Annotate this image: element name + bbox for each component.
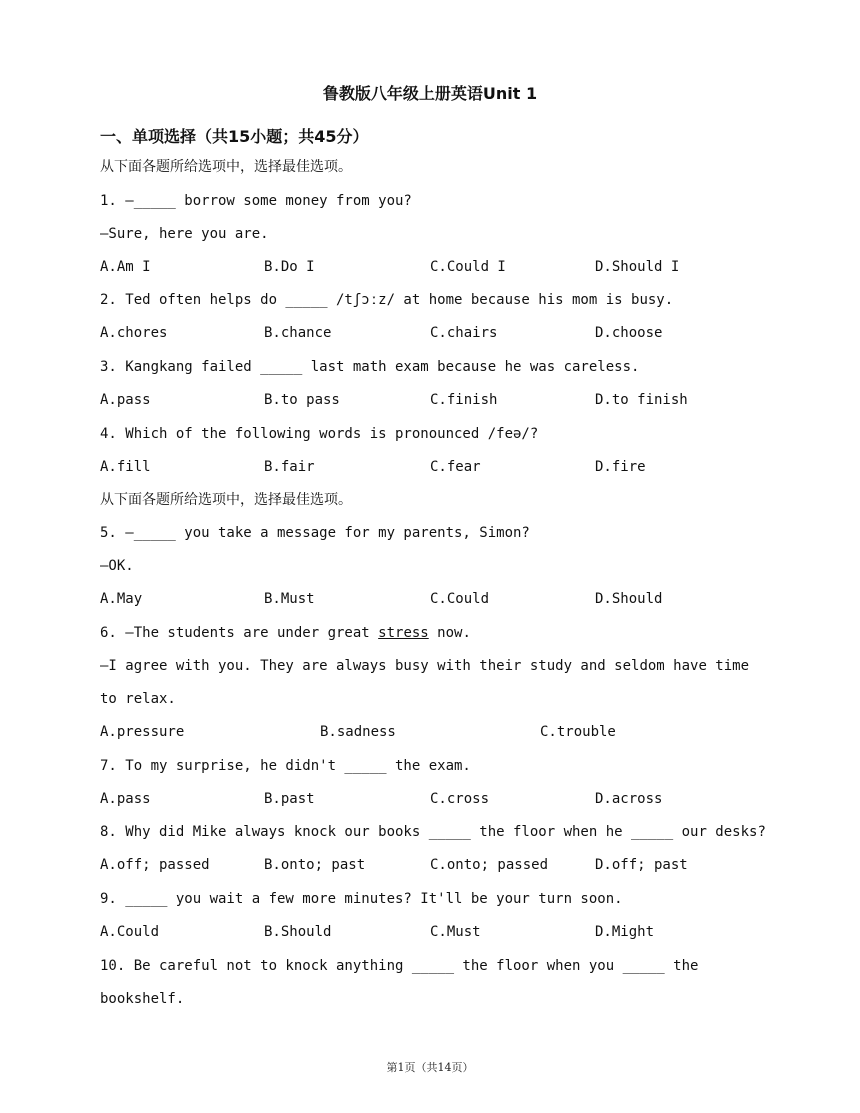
question-7-stem: 7. To my surprise, he didn't _____ the exam. bbox=[100, 758, 471, 774]
option-b[interactable]: B.to pass bbox=[264, 392, 340, 408]
question-9-stem: 9. _____ you wait a few more minutes? It'll be your turn soon. bbox=[100, 891, 623, 907]
option-d[interactable]: D.choose bbox=[595, 325, 663, 341]
option-a[interactable]: A.May bbox=[100, 591, 143, 607]
option-b[interactable]: B.sadness bbox=[320, 724, 396, 740]
question-3-options bbox=[100, 390, 800, 410]
option-d[interactable]: D.fire bbox=[595, 459, 646, 475]
option-a[interactable]: A.pressure bbox=[100, 724, 185, 740]
option-c[interactable]: C.trouble bbox=[540, 724, 616, 740]
question-2-stem: 2. Ted often helps do _____ /tʃɔːz/ at home because his mom is busy. bbox=[100, 292, 674, 308]
option-d[interactable]: D.across bbox=[595, 791, 663, 807]
question-10-stem-continued: bookshelf. bbox=[100, 991, 185, 1007]
instruction: 从下面各题所给选项中，选择最佳选项。 bbox=[100, 159, 352, 175]
question-1-options bbox=[100, 257, 800, 277]
question-7-options bbox=[100, 789, 800, 809]
option-b[interactable]: B.Should bbox=[264, 924, 332, 940]
question-4-stem: 4. Which of the following words is pronounced /feə/? bbox=[100, 426, 539, 442]
option-b[interactable]: B.Must bbox=[264, 591, 315, 607]
option-d[interactable]: D.to finish bbox=[595, 392, 688, 408]
option-c[interactable]: C.cross bbox=[430, 791, 490, 807]
question-1-reply: —Sure, here you are. bbox=[100, 226, 269, 242]
question-8-options bbox=[100, 855, 800, 875]
question-6-options bbox=[100, 722, 800, 742]
page-footer: 第1页（共14页） bbox=[386, 1061, 474, 1074]
question-5-options bbox=[100, 589, 800, 609]
document-title: 鲁教版八年级上册英语Unit 1 bbox=[322, 84, 538, 103]
option-b[interactable]: B.onto; past bbox=[264, 857, 366, 873]
question-10-stem: 10. Be careful not to knock anything _____ the floor when you _____ the bbox=[100, 958, 699, 974]
option-d[interactable]: D.off; past bbox=[595, 857, 688, 873]
option-d[interactable]: D.Should bbox=[595, 591, 663, 607]
question-2-options bbox=[100, 323, 800, 343]
question-5-stem: 5. —_____ you take a message for my parents, Simon? bbox=[100, 525, 530, 541]
question-6-reply-continued: to relax. bbox=[100, 691, 176, 707]
option-c[interactable]: C.Could I bbox=[430, 259, 506, 275]
option-a[interactable]: A.fill bbox=[100, 459, 151, 475]
option-b[interactable]: B.past bbox=[264, 791, 315, 807]
question-6-stem-end: now. bbox=[428, 625, 471, 641]
question-3-stem: 3. Kangkang failed _____ last math exam because he was careless. bbox=[100, 359, 640, 375]
option-c[interactable]: C.Could bbox=[430, 591, 490, 607]
option-a[interactable]: A.chores bbox=[100, 325, 168, 341]
option-d[interactable]: D.Should I bbox=[595, 259, 680, 275]
option-b[interactable]: B.Do I bbox=[264, 259, 315, 275]
option-c[interactable]: C.onto; passed bbox=[430, 857, 549, 873]
question-6-stem-start: 6. —The students are under great bbox=[100, 625, 379, 641]
option-c[interactable]: C.chairs bbox=[430, 325, 498, 341]
option-c[interactable]: C.fear bbox=[430, 459, 481, 475]
question-6-reply: —I agree with you. They are always busy with their study and seldom have time bbox=[100, 658, 750, 674]
section-heading: 一、单项选择（共15小题；共45分） bbox=[100, 127, 369, 146]
instruction-2: 从下面各题所给选项中，选择最佳选项。 bbox=[100, 492, 352, 508]
option-a[interactable]: A.off; passed bbox=[100, 857, 210, 873]
option-a[interactable]: A.Am I bbox=[100, 259, 151, 275]
question-1-stem: 1. —_____ borrow some money from you? bbox=[100, 193, 412, 209]
option-b[interactable]: B.fair bbox=[264, 459, 315, 475]
option-c[interactable]: C.finish bbox=[430, 392, 498, 408]
option-b[interactable]: B.chance bbox=[264, 325, 332, 341]
question-5-reply: —OK. bbox=[100, 558, 134, 574]
option-a[interactable]: A.pass bbox=[100, 392, 151, 408]
question-6-stem bbox=[100, 623, 471, 643]
underlined-word: stress bbox=[378, 625, 429, 641]
question-4-options bbox=[100, 457, 800, 477]
option-d[interactable]: D.Might bbox=[595, 924, 655, 940]
question-8-stem: 8. Why did Mike always knock our books _____ the floor when he _____ our desks? bbox=[100, 824, 766, 840]
option-a[interactable]: A.pass bbox=[100, 791, 151, 807]
question-9-options bbox=[100, 922, 800, 942]
option-a[interactable]: A.Could bbox=[100, 924, 160, 940]
option-c[interactable]: C.Must bbox=[430, 924, 481, 940]
